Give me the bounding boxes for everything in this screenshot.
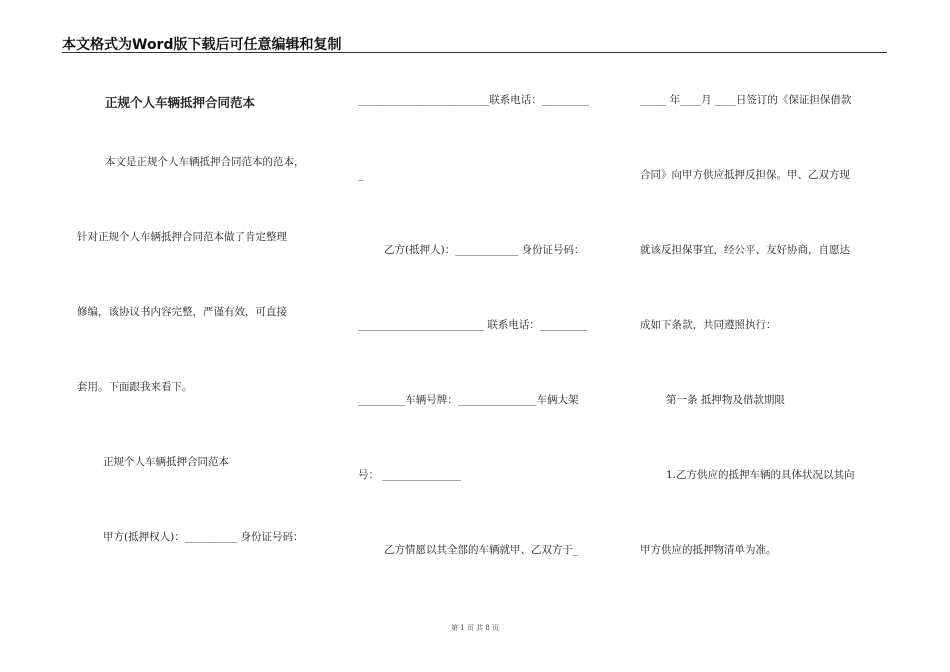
document-title: 正规个人车辆抵押合同范本 <box>105 95 256 110</box>
col2-line-5: _________车辆号牌：_______________车俩大架 <box>358 394 579 406</box>
col1-line-6: 甲方(抵押权人)：__________ 身份证号码： <box>103 531 304 543</box>
col2-line-7: 乙方情愿以其全部的车辆就甲、乙双方于_ <box>384 544 579 556</box>
col3-line-5: 第一条 抵押物及借款期限 <box>666 394 785 406</box>
header-title: 本文格式为Word版下载后可任意编辑和复制 <box>62 37 342 53</box>
col2-line-4: ________________________ 联系电话：_________ <box>358 319 588 331</box>
col1-line-1: 本文是正规个人车辆抵押合同范本的范本， <box>105 156 305 168</box>
col2-line-3: 乙方(抵押人)：____________ 身份证号码： <box>384 244 585 256</box>
col1-line-4: 套用。下面跟我来看下。 <box>77 381 193 393</box>
col3-line-4: 成如下条款，共同遵照执行： <box>640 319 777 331</box>
header-divider <box>62 52 887 53</box>
col2-line-1: _________________________联系电话：_________ <box>358 94 589 106</box>
col2-line-2: _ <box>358 169 364 181</box>
col3-line-7: 甲方供应的抵押物清单为准。 <box>640 544 777 556</box>
col1-line-5: 正规个人车辆抵押合同范本 <box>103 456 229 468</box>
col3-line-3: 就该反担保事宜，经公平、友好协商，自愿达 <box>640 244 850 256</box>
col3-line-6: 1.乙方供应的抵押车辆的具体状况以其向 <box>666 469 855 481</box>
col3-line-1: _____ 年____月 ____日签订的《保证担保借款 <box>640 94 852 106</box>
page-footer: 第 1 页 共 8 页 <box>450 624 500 632</box>
col2-line-6: 号： _______________ <box>358 469 462 481</box>
col3-line-2: 合同》向甲方供应抵押反担保。甲、乙双方现 <box>640 169 850 181</box>
col1-line-3: 修编，该协议书内容完整，严谨有效，可直接 <box>77 306 287 318</box>
col1-line-2: 针对正规个人车辆抵押合同范本做了肯定整理 <box>77 231 287 243</box>
